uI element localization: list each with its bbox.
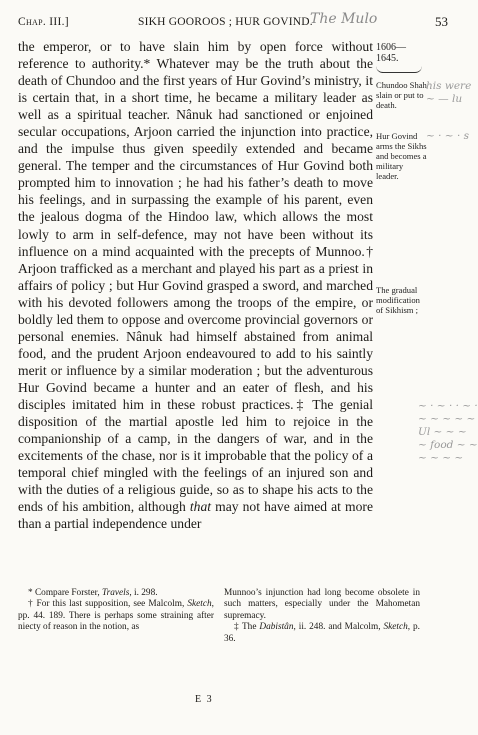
footnotes [18, 588, 428, 688]
running-header [18, 11, 448, 35]
footnote-text: , pp. 44. 189. There is perhaps some straining after niecty of reason in the notion, as [18, 599, 214, 633]
footnote-text: , ii. 248. and Malcolm, [293, 622, 384, 633]
footnote-text: , p. 36. [224, 622, 420, 644]
pencil-annotation-1: his were ~ — lu [426, 80, 472, 105]
pencil-annotation-2: ~ · ~ · s [426, 130, 470, 142]
body-paragraph [18, 38, 373, 532]
pencil-annotation-3: ~ · ~ · · ~ · ~ ~ ~ ~ ~ Ul ~ ~ ~ ~ food ~ ~ ~ ~ ~ ~ [418, 400, 478, 464]
marginal-note-years: 1606—1645. [376, 42, 406, 64]
footnote-column-left [18, 588, 214, 634]
running-title: SIKH GOOROOS ; HUR GOVIND. [138, 16, 313, 28]
footnote-text: , i. 298. [129, 588, 158, 598]
footnote-dagger-continued [224, 588, 420, 622]
chapter-label: Chap. III.] [18, 16, 69, 28]
pencil-annotation-header: The Mulo [310, 11, 378, 27]
footnote-text: † For this last supposition, see Malcolm, [28, 599, 188, 610]
main-text [18, 38, 373, 532]
marginal-bracket [376, 66, 422, 73]
body-italic-word: that [189, 499, 212, 515]
footnote-italic: Sketch [383, 622, 408, 633]
marginal-note-hur-govind: Hur Govind arms the Sikhs and becomes a military leader. [376, 131, 427, 181]
page-number: 53 [435, 14, 448, 29]
footnote-italic: Travels [102, 588, 130, 598]
footnote-column-right [224, 588, 420, 645]
footnote-asterisk [18, 588, 214, 599]
footnote-double-dagger [224, 622, 420, 645]
footnote-italic: Dabistân [259, 622, 294, 633]
footnote-italic: Sketch [187, 599, 212, 610]
body-text-end: may not have aimed at more than a partial independence under [18, 499, 373, 532]
printer-signature: E 3 [195, 694, 214, 705]
footnote-text: * Compare Forster, [28, 588, 102, 598]
footnote-dagger [18, 599, 214, 633]
marginal-note-chundoo: Chundoo Shah slain or put to death. [376, 80, 427, 110]
footnote-text: ‡ The [234, 622, 260, 633]
body-text: the emperor, or to have slain him by open force without reference to authority.* Whatever may be the truth about the death of Chundoo and the first years of Hur Govind’s ministry, it is certain that, in a short time, he became a military leader as well as a spiritual teacher. Nânuk had sanctioned or enjoined secular occupations, Arjoon carried the injunction into practice, and the impulse thus given speedily extended and became general. The temper and the circumstances of Hur Govind both prompted him to innovation ; he had his father’s death to move his feelings, and in surpassing the example of his parent, even the jealous dogma of the Hindoo law, which allows the most lowly to arm in self-defence, may not have been without its influence on a mind acquainted with the precepts of Munnoo.† Arjoon trafficked as a merchant and played his part as a priest in affairs of policy ; but Hur Govind grasped a sword, and marched with his devoted followers among the troops of the empire, or boldly led them to oppose and overcome provincial governors or personal enemies. Nânuk had himself abstained from animal food, and the prudent Arjoon endeavoured to add to his saintly merit or influence by a similar moderation ; but the adventurous Hur Govind became a hunter and an eater of flesh, and his disciples imitated him in these robust practices.‡ The genial disposition of the martial apostle led him to rejoice in the companionship of a camp, in the dangers of war, and in the excitements of the chase, nor is it improbable that the policy of a temporal chief mingled with the feelings of an injured son and with the duties of a religious guide, so as to shape his acts to the ends of his ambition, although [18, 39, 373, 515]
marginal-note-gradual: The gradual modification of Sikhism ; [376, 285, 420, 315]
footnote-text: Munnoo’s injunction had long become obsolete in such matters, especially under the Mahometan supremacy. [224, 588, 420, 621]
